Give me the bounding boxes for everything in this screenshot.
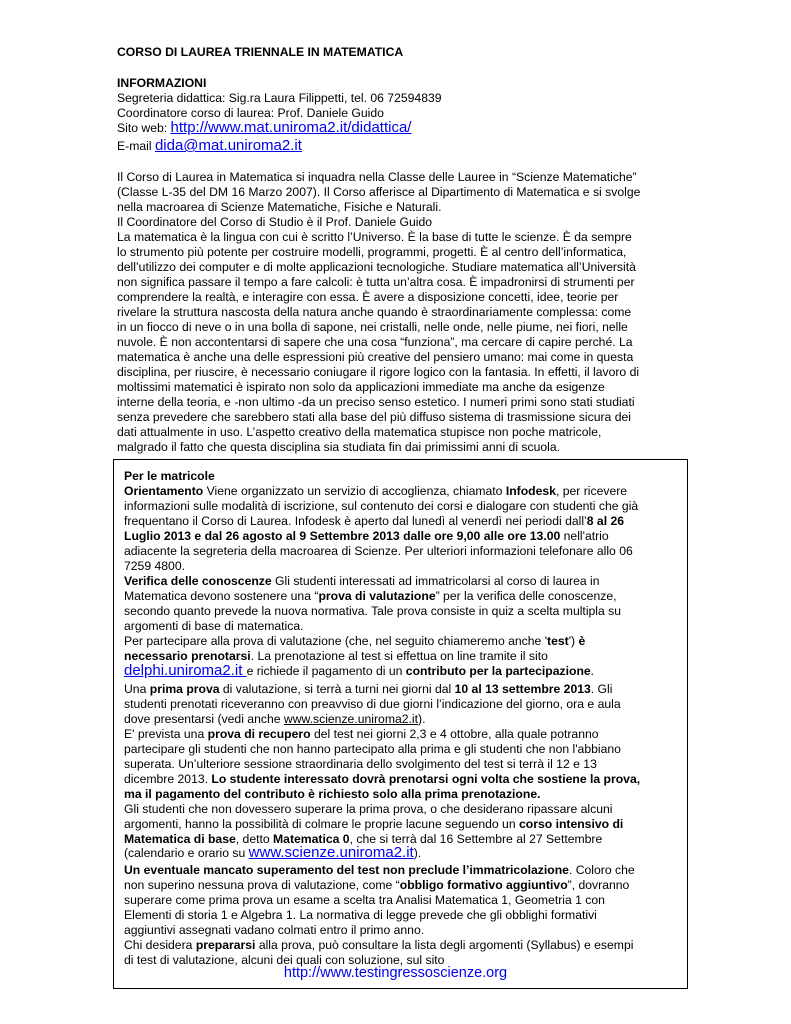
delphi-link[interactable]: delphi.uniroma2.it [124,662,247,679]
corso-line: Gli studenti che non dovessero superare la prima prova, o che desiderano ripassare alcuni [124,802,613,816]
recupero-line: dicembre 2013. Lo studente interessato dovrà prenotarsi ogni volta che sostiene la prova, [124,772,641,786]
body-line: rivelare la struttura nascosta della natura anche quando è straordinariamente complessa: come [117,305,632,319]
intro-line: Il Corso di Laurea in Matematica si inquadra nella Classe delle Lauree in “Scienze Matematiche” [117,170,637,184]
site-line [117,121,411,135]
prepararsi-line: di test di valutazione, alcuni dei quali con soluzione, sul sito [124,953,445,967]
eventuale-line: Un eventuale mancato superamento del test non preclude l’immatricolazione. Coloro che [124,863,635,877]
body-line: non significa passare il tempo a fare calcoli: è tutta un’altra cosa. È impadronirsi di strumenti per [117,275,635,289]
testingresso-link[interactable]: http://www.testingressoscienze.org [283,965,508,981]
body-line: lo strumento più potente per costruire modelli, programmi, progetti. È al centro dell’informatica, [117,245,627,259]
verifica-line: Verifica delle conoscenze Gli studenti interessati ad immatricolarsi al corso di laurea in [124,574,600,588]
body-line: dati attualmente in uso. L’aspetto creativo della matematica stupisce non poche matricole, [117,425,602,439]
coordinatore-line: Coordinatore corso di laurea: Prof. Daniele Guido [117,106,384,120]
prepararsi-line: Chi desidera prepararsi alla prova, può consultare la lista degli argomenti (Syllabus) e esempi [124,938,634,952]
partecipare-line: necessario prenotarsi. La prenotazione al test si effettua on line tramite il sito [124,649,548,663]
scienze-calendar-link[interactable]: www.scienze.uniroma2.it [248,844,414,861]
email-label: E-mail [117,139,152,153]
recupero-line: ma il pagamento del contributo è richiesto solo alla prima prenotazione. [124,787,541,801]
recupero-line: partecipare gli studenti che non hanno partecipato alla prima e gli studenti che non l'abbiano [124,742,621,756]
email-link[interactable]: dida@mat.uniroma2.it [154,137,302,154]
recupero-line: E' prevista una prova di recupero del test nei giorni 2,3 e 4 ottobre, alla quale potranno [124,727,599,741]
email-line [117,139,302,153]
body-line: interne della teoria, e -non ultimo -da un preciso senso estetico. I numeri primi sono stati studiati [117,395,635,409]
body-line: dell’utilizzo dei computer e di molte applicazioni tecnologiche. Studiare matematica all’Università [117,260,636,274]
corso-line: (calendario e orario su www.scienze.uniroma2.it). [124,844,422,861]
prima-prova-line: dove presentarsi (vedi anche www.scienze.uniroma2.it). [124,712,426,726]
verifica-line: Matematica devono sostenere una “prova di valutazione” per la verifica delle conoscenze, [124,589,617,603]
scienze-link[interactable]: www.scienze.uniroma2.it [283,712,419,726]
orientamento-line: 7259 4800. [124,559,185,573]
prima-prova-line: Una prima prova di valutazione, si terrà a turni nei giorni dal 10 al 13 settembre 2013. Gli [124,682,613,696]
body-line: disciplina, per riuscire, è necessario coniugare il rigore logico con la fantasia. In effetti, il lavoro di [117,365,640,379]
body-line: in un fiocco di neve o in una bolla di sapone, nei cristalli, nelle onde, nelle piume, nei fiori, nelle [117,320,628,334]
body-line: moltissimi matematici è ispirato non solo da applicazioni immediate ma anche da esigenze [117,380,605,394]
site-link[interactable]: http://www.mat.uniroma2.it/didattica/ [170,119,412,136]
segreteria-line: Segreteria didattica: Sig.ra Laura Filippetti, tel. 06 72594839 [117,91,442,105]
body-line: comprendere la realtà, e interagire con essa. È avere a disposizione concetti, idee, teorie per [117,290,619,304]
intro-line: (Classe L-35 del DM 16 Marzo 2007). Il Corso afferisce al Dipartimento di Matematica e si svolge [117,185,641,199]
eventuale-line: superare come prima prova un esame a scelta tra Analisi Matematica 1, Geometria 1 con [124,893,605,907]
site-label: Sito web: [117,121,168,135]
orientamento-line: frequentano il Corso di Laurea. Infodesk è aperto dal lunedì al venerdì nei periodi dall’8 al 26 [124,514,625,528]
verifica-line: argomenti di base di matematica. [124,619,304,633]
partecipare-line: Per partecipare alla prova di valutazione (che, nel seguito chiameremo anche 'test') è [124,634,586,648]
eventuale-line: non superino nessuna prova di valutazione, come “obbligo formativo aggiuntivo”, dovranno [124,878,630,892]
body-line: La matematica è la lingua con cui è scritto l’Universo. È la base di tutte le scienze. È da sempre [117,230,632,244]
corso-line: Matematica di base, detto Matematica 0, che si terrà dal 16 Settembre al 27 Settembre [124,832,603,846]
document-title: CORSO DI LAUREA TRIENNALE IN MATEMATICA [117,45,404,59]
eventuale-line: Elementi di storia 1 e Algebra 1. La normativa di legge prevede che gli obblighi formativi [124,908,597,922]
corso-line: argomenti, hanno la possibilità di colmare le proprie lacune seguendo un corso intensivo di [124,817,624,831]
body-line: malgrado il fatto che questa disciplina sia studiata fin dai primissimi anni di scuola. [117,440,561,454]
prima-prova-line: studenti prenotati riceveranno con preavviso di due giorni l’indicazione del giorno, ora e aula [124,697,621,711]
orientamento-line: adiacente la segreteria della macroarea di Scienze. Per ulteriori informazioni telefonare allo 06 [124,544,633,558]
recupero-line: superata. Un’ulteriore sessione straordinaria dello svolgimento del test si terrà il 12 e 13 [124,757,597,771]
verifica-line: secondo quanto prevede la nuova normativa. Tale prova consiste in quiz a scelta multipla su [124,604,622,618]
body-line: matematica è anche una delle espressioni più creative del pensiero umano: mai come in questa [117,350,634,364]
intro-line: nella macroarea di Scienze Matematiche, Fisiche e Naturali. [117,200,442,214]
body-line: nuvole. È non accontentarsi di sapere che una cosa “funziona”, ma cercare di capire perché. La [117,335,633,349]
intro-line: Il Coordinatore del Corso di Studio è il Prof. Daniele Guido [117,215,433,229]
eventuale-line: aggiuntivi assegnati vadano colmati entro il primo anno. [124,923,425,937]
info-heading: INFORMAZIONI [117,76,207,90]
partecipare-line: delphi.uniroma2.it e richiede il pagamento di un contributo per la partecipazione. [124,662,595,679]
orientamento-line: informazioni sulle modalità di iscrizione, sul contenuto dei corsi e dialogare con studenti che già [124,499,639,513]
orientamento-line: Orientamento Viene organizzato un servizio di accoglienza, chiamato Infodesk, per ricevere [124,484,628,498]
box-heading: Per le matricole [124,469,215,483]
body-line: senza prevedere che sarebbero stati alla base del più diffuso sistema di trasmissione sicura dei [117,410,631,424]
orientamento-line: Luglio 2013 e dal 26 agosto al 9 Settembre 2013 dalle ore 9,00 alle ore 13.00 nell'atrio [124,529,609,543]
